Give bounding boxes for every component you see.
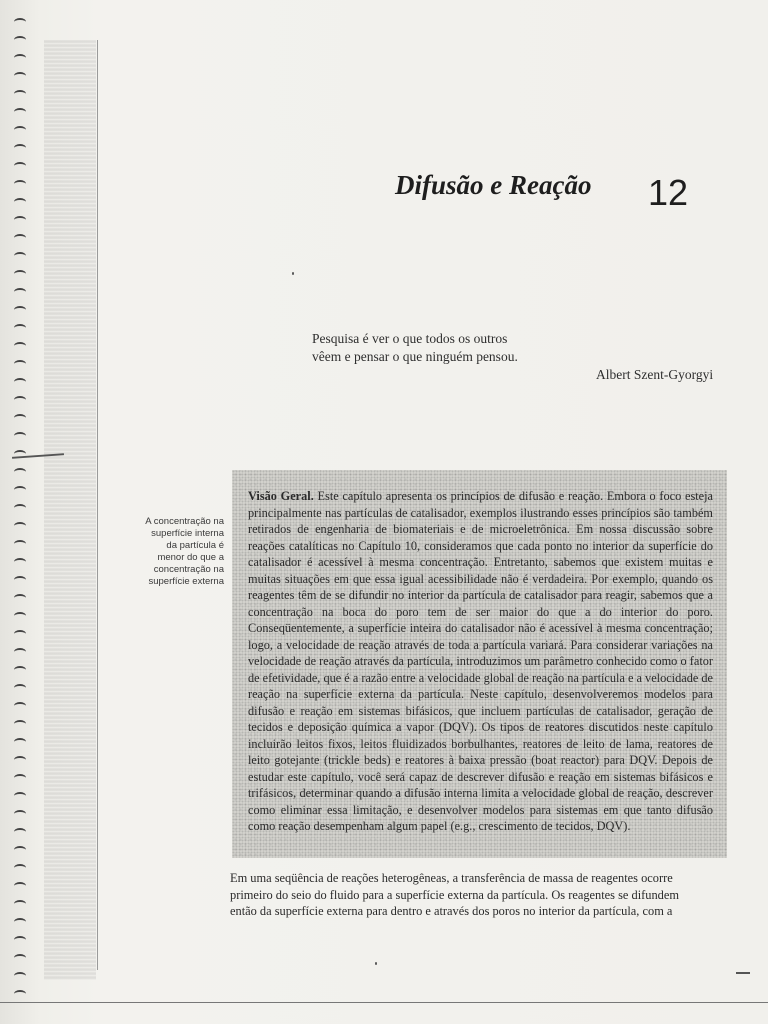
binding-loop [14,720,26,728]
binding-loop [14,108,26,116]
fold-line [97,40,98,970]
binding-loop [14,648,26,656]
binding-loop [14,954,26,962]
binding-loop [14,540,26,548]
binding-loop [14,576,26,584]
margin-note-line: concentração na [153,564,224,575]
scan-speck [375,962,377,965]
binding-loop [14,324,26,332]
binding-loop [14,630,26,638]
binding-loop [14,990,26,998]
binding-loop [14,216,26,224]
binding-loop [14,18,26,26]
binding-loop [14,180,26,188]
binding-loop [14,792,26,800]
body-line: Em uma seqüência de reações heterogêneas, a transferência de massa de reagentes ocorre [230,871,673,885]
binding-loop [14,702,26,710]
binding-loop [14,198,26,206]
binding-loop [14,270,26,278]
epigraph-author: Albert Szent-Gyorgyi [596,367,714,382]
binding-loop [14,684,26,692]
binding-loop [14,90,26,98]
binding-loop [14,36,26,44]
scan-speck [736,972,750,974]
binding-loop [14,504,26,512]
overview-body: Este capítulo apresenta os princípios de difusão e reação. Embora o foco esteja principalmente nas partículas de catalisador, exemplos ilustrando esses princípios são também retirados de engenharia de biomateriais e de microeletrônica. Em nossa discussão sobre reações catalíticas no Capítulo 10, consideramos que cada ponto no interior da superfície do catalisador é acessível à mesma concentração. Entretanto, sabemos que existem muitas e muitas situações em que essa igual acessibilidade não é verdadeira. Por exemplo, quando os reagentes têm de se difundir no interior da partícula de catalisador para reagir, sabemos que a concentração na boca do poro tem de ser maior do que a do interior do poro. Conseqüentemente, a superfície inteira do catalisador não é acessível à mesma concentração; logo, a velocidade de reação através de toda a partícula variará. Para considerar variações na velocidade de reação através da partícula, introduzimos um parâmetro conhecido como o fator de efetividade, que é a razão entre a velocidade global de reação na partícula e a velocidade de reação na superfície externa da partícula. Neste capítulo, desenvolveremos modelos para difusão e reação em sistemas bifásicos, que incluem partículas de catalisador, geração de tecidos e deposição química a vapor (DQV). Os tipos de reatores discutidos neste capítulo incluirão leitos fixos, leitos fluidizados borbulhantes, reatores de leito de lama, reatores de leito gotejante (trickle beds) e reatores à baixa pressão (boat reactor) para DQV. Depois de estudar este capítulo, você será capaz de descrever difusão e reação em sistemas bifásicos e trifásicos, determinar quando a difusão interna limita a velocidade global de reação, descrever como eliminar essa limitação, e desenvolver modelos para sistemas em que tanto difusão como reação desempenham algum papel (e.g., crescimento de tecidos, DQV). [248,489,714,833]
binding-loop [14,432,26,440]
binding-loop [14,234,26,242]
binding-loop [14,72,26,80]
binding-loop [14,558,26,566]
binding-loop [14,936,26,944]
binding-loop [14,738,26,746]
binding-loop [14,54,26,62]
binding-loop [14,306,26,314]
page-gutter [44,40,96,980]
spiral-binding [14,10,36,1010]
binding-loop [14,918,26,926]
binding-loop [14,846,26,854]
body-line: primeiro do seio do fluido para a superfície externa da partícula. Os reagentes se difundem [230,887,679,902]
margin-note-line: da partícula é [166,540,224,551]
binding-loop [14,162,26,170]
body-paragraph [230,870,722,920]
body-line: então da superfície externa para dentro e através dos poros no interior da partícula, com a [230,904,673,918]
binding-loop [14,522,26,530]
binding-loop [14,828,26,836]
binding-loop [14,360,26,368]
epigraph-line: Pesquisa é ver o que todos os outros [312,331,508,346]
binding-loop [14,756,26,764]
binding-loop [14,414,26,422]
binding-loop [14,882,26,890]
binding-loop [14,378,26,386]
binding-loop [14,666,26,674]
binding-loop [14,342,26,350]
binding-loop [14,864,26,872]
binding-loop [14,126,26,134]
margin-note [118,516,224,588]
overview-paragraph [248,488,713,835]
binding-loop [14,594,26,602]
margin-note-line: menor do que a [157,552,224,563]
chapter-title: Difusão e Reação [395,170,592,200]
binding-loop [14,288,26,296]
binding-loop [14,468,26,476]
chapter-number: 12 [648,172,689,213]
binding-loop [14,774,26,782]
binding-loop [14,144,26,152]
binding-loop [14,486,26,494]
margin-note-line: A concentração na [145,516,224,527]
margin-note-line: superfície externa [148,576,224,587]
scan-speck [292,272,294,275]
binding-loop [14,810,26,818]
binding-loop [14,900,26,908]
overview-lead: Visão Geral. [248,489,314,503]
binding-loop [14,972,26,980]
epigraph-line: vêem e pensar o que ninguém pensou. [312,349,518,364]
binding-loop [14,396,26,404]
binding-loop [14,252,26,260]
epigraph-quote [312,330,518,366]
margin-note-line: superfície interna [151,528,224,539]
binding-loop [14,612,26,620]
page-bottom-edge [0,1002,768,1003]
